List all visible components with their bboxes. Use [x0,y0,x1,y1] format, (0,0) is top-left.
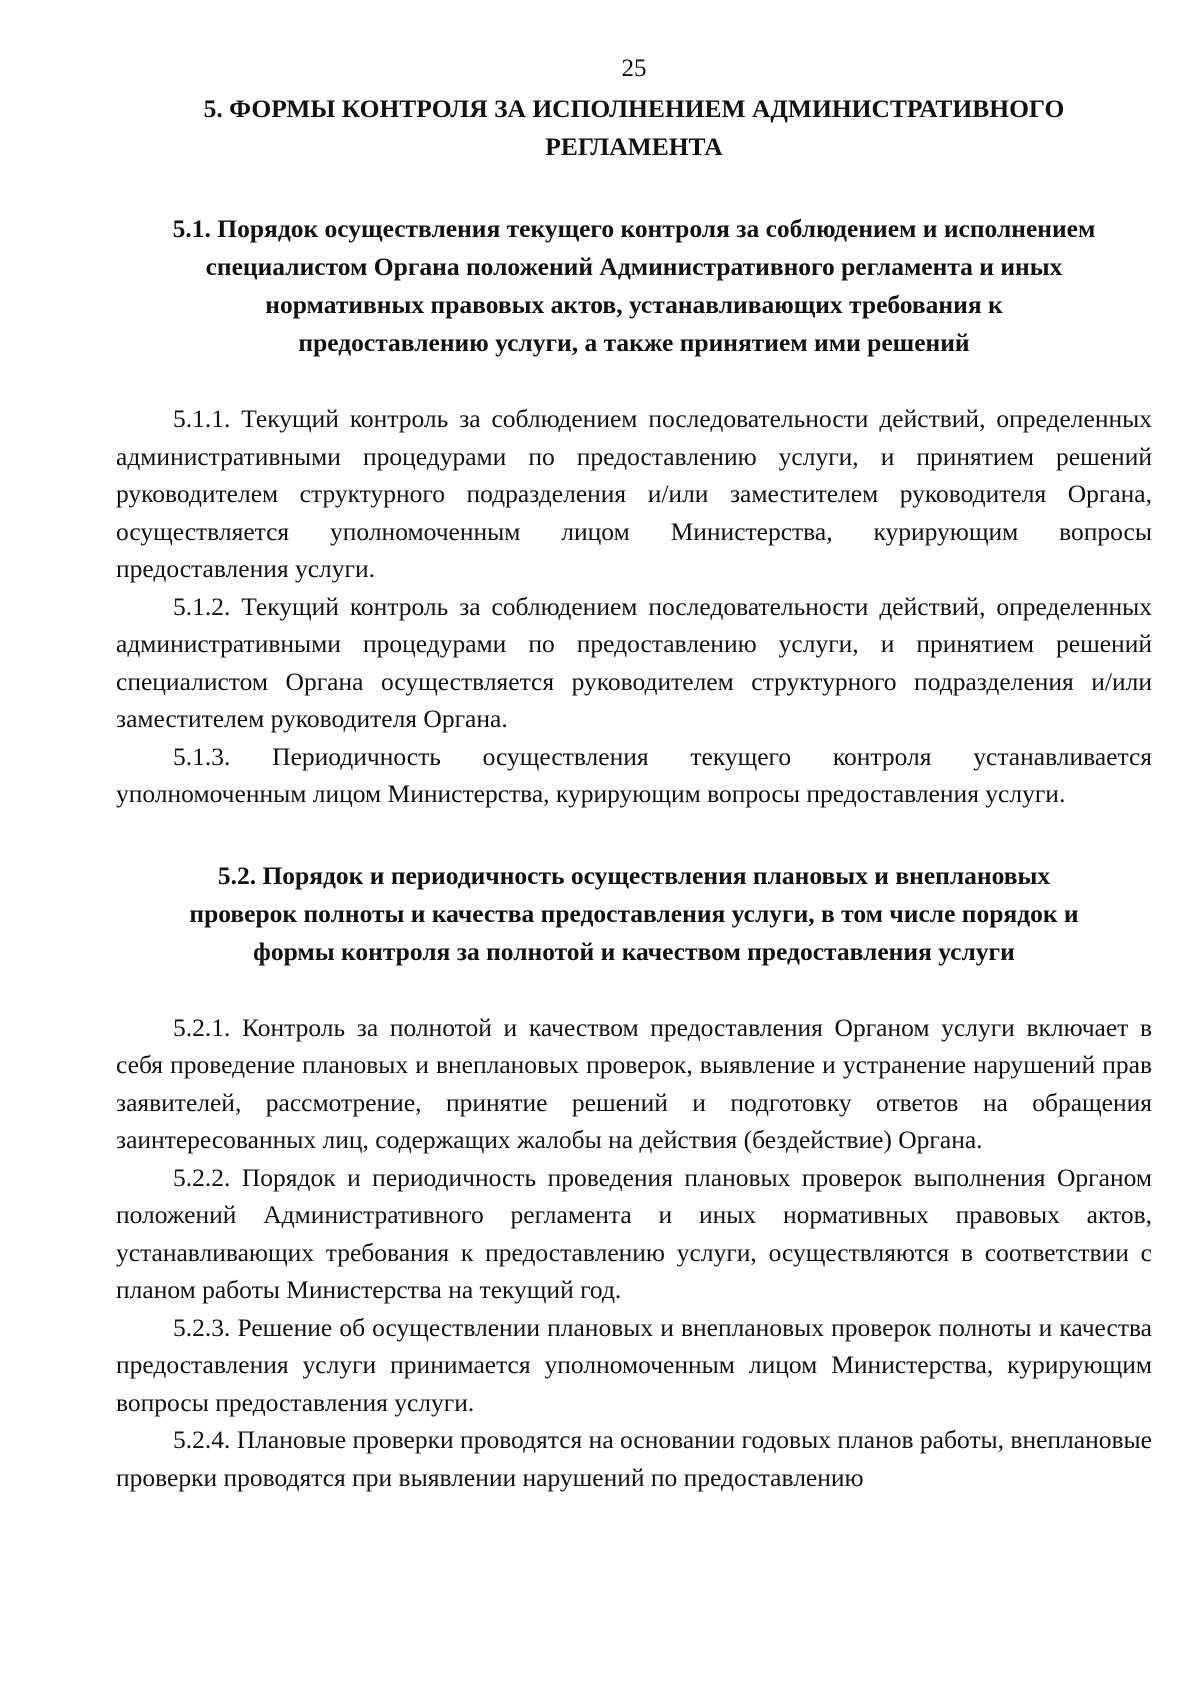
section-1-title [116,210,1152,362]
paragraph-5-1-1: 5.1.1. Текущий контроль за соблюдением последовательности действий, определенных административными процедурами по предоставлению услуги, и принятием решений руководителем структурного подразделения и/или заместителем руководителя Органа, осуществляется уполномоченным лицом Министерства, курирующим вопросы предоставления услуги. [116,404,1152,583]
paragraph-5-2-1: 5.2.1. Контроль за полнотой и качеством предоставления Органом услуги включает в себя проведение плановых и внеплановых проверок, выявление и устранение нарушений прав заявителей, рассмотрение, принятие решений и подготовку ответов на обращения заинтересованных лиц, содержащих жалобы на действия (бездействие) Органа. [116,1012,1152,1154]
chapter-title-line: РЕГЛАМЕНТА [545,132,723,161]
paragraph-5-2-4: 5.2.4. Плановые проверки проводятся на основании годовых планов работы, внеплановые проверки проводятся при выявлении нарушений по предоставлению [116,1425,1152,1492]
chapter-title [116,90,1152,166]
section-title-line: формы контроля за полнотой и качеством предоставления услуги [253,936,1015,966]
paragraph-5-1-3: 5.1.3. Периодичность осуществления текущего контроля устанавливается уполномоченным лицом Министерства, курирующим вопросы предоставления услуги. [116,741,1152,808]
section-title-line: 5.2. Порядок и периодичность осуществления плановых и внеплановых [217,860,1051,890]
page-number: 25 [621,55,647,82]
section-2-body [116,1009,1152,1497]
section-title-line: 5.1. Порядок осуществления текущего контроля за соблюдением и исполнением [172,214,1096,243]
section-title-line: проверок полноты и качества предоставления услуги, в том числе порядок и [189,898,1079,928]
section-title-line: нормативных правовых актов, устанавливающих требования к [265,290,1003,319]
paragraph-5-1-2: 5.1.2. Текущий контроль за соблюдением последовательности действий, определенных административными процедурами по предоставлению услуги, и принятием решений специалистом Органа осуществляется руководителем структурного подразделения и/или заместителем руководителя Органа. [116,591,1152,733]
section-2-title [116,857,1152,971]
section-1-body [116,400,1152,813]
chapter-title-line: 5. ФОРМЫ КОНТРОЛЯ ЗА ИСПОЛНЕНИЕМ АДМИНИСТРАТИВНОГО [203,94,1065,123]
paragraph-5-2-2: 5.2.2. Порядок и периодичность проведения плановых проверок выполнения Органом положений Административного регламента и иных нормативных правовых актов, устанавливающих требования к предоставлению услуги, осуществляются в соответствии с планом работы Министерства на текущий год. [116,1162,1152,1304]
section-title-line: предоставлению услуги, а также принятием ими решений [298,328,970,357]
section-title-line: специалистом Органа положений Административного регламента и иных [205,252,1063,281]
paragraph-5-2-3: 5.2.3. Решение об осуществлении плановых и внеплановых проверок полноты и качества предоставления услуги принимается уполномоченным лицом Министерства, курирующим вопросы предоставления услуги. [116,1312,1152,1417]
document-page [116,52,1152,1496]
